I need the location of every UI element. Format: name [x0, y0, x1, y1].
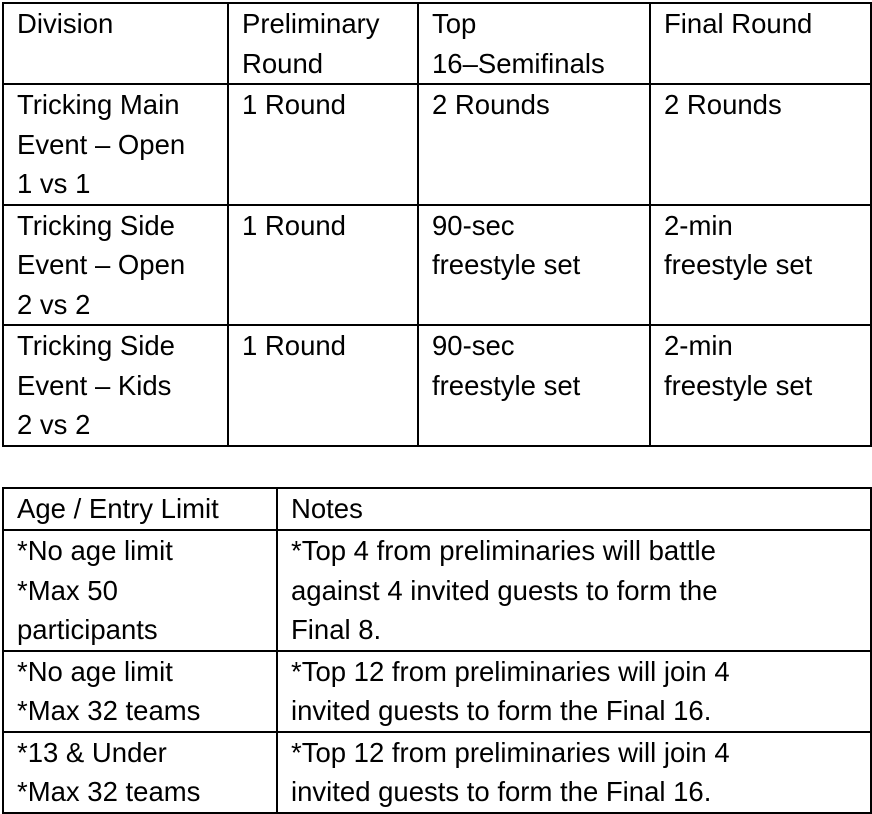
limit-cell: *No age limit *Max 32 teams [3, 651, 277, 732]
final-cell: 2 Rounds [650, 84, 871, 205]
table-row [3, 732, 871, 813]
preliminary-cell: 1 Round [228, 84, 418, 205]
table-row [3, 84, 871, 205]
limit-cell: *No age limit *Max 50 participants [3, 530, 277, 651]
header-preliminary-round: Preliminary Round [228, 3, 418, 84]
header-age-entry-limit: Age / Entry Limit [3, 488, 277, 530]
preliminary-cell: 1 Round [228, 325, 418, 446]
notes-cell: *Top 12 from preliminaries will join 4 invited guests to form the Final 16. [277, 732, 871, 813]
table-row [3, 651, 871, 732]
table-row [3, 530, 871, 651]
table-header-row [3, 488, 871, 530]
preliminary-cell: 1 Round [228, 205, 418, 326]
semifinals-cell: 90-sec freestyle set [418, 325, 650, 446]
division-cell: Tricking Main Event – Open 1 vs 1 [3, 84, 228, 205]
notes-cell: *Top 4 from preliminaries will battle against 4 invited guests to form the Final 8. [277, 530, 871, 651]
table-header-row [3, 3, 871, 84]
limit-cell: *13 & Under *Max 32 teams [3, 732, 277, 813]
semifinals-cell: 90-sec freestyle set [418, 205, 650, 326]
final-cell: 2-min freestyle set [650, 325, 871, 446]
limits-table [2, 487, 872, 814]
semifinals-cell: 2 Rounds [418, 84, 650, 205]
notes-cell: *Top 12 from preliminaries will join 4 invited guests to form the Final 16. [277, 651, 871, 732]
table-row [3, 325, 871, 446]
header-notes: Notes [277, 488, 871, 530]
header-top16-semifinals: Top 16–Semifinals [418, 3, 650, 84]
division-cell: Tricking Side Event – Kids 2 vs 2 [3, 325, 228, 446]
schedule-table [2, 2, 872, 447]
table-row [3, 205, 871, 326]
division-cell: Tricking Side Event – Open 2 vs 2 [3, 205, 228, 326]
final-cell: 2-min freestyle set [650, 205, 871, 326]
header-final-round: Final Round [650, 3, 871, 84]
header-division: Division [3, 3, 228, 84]
